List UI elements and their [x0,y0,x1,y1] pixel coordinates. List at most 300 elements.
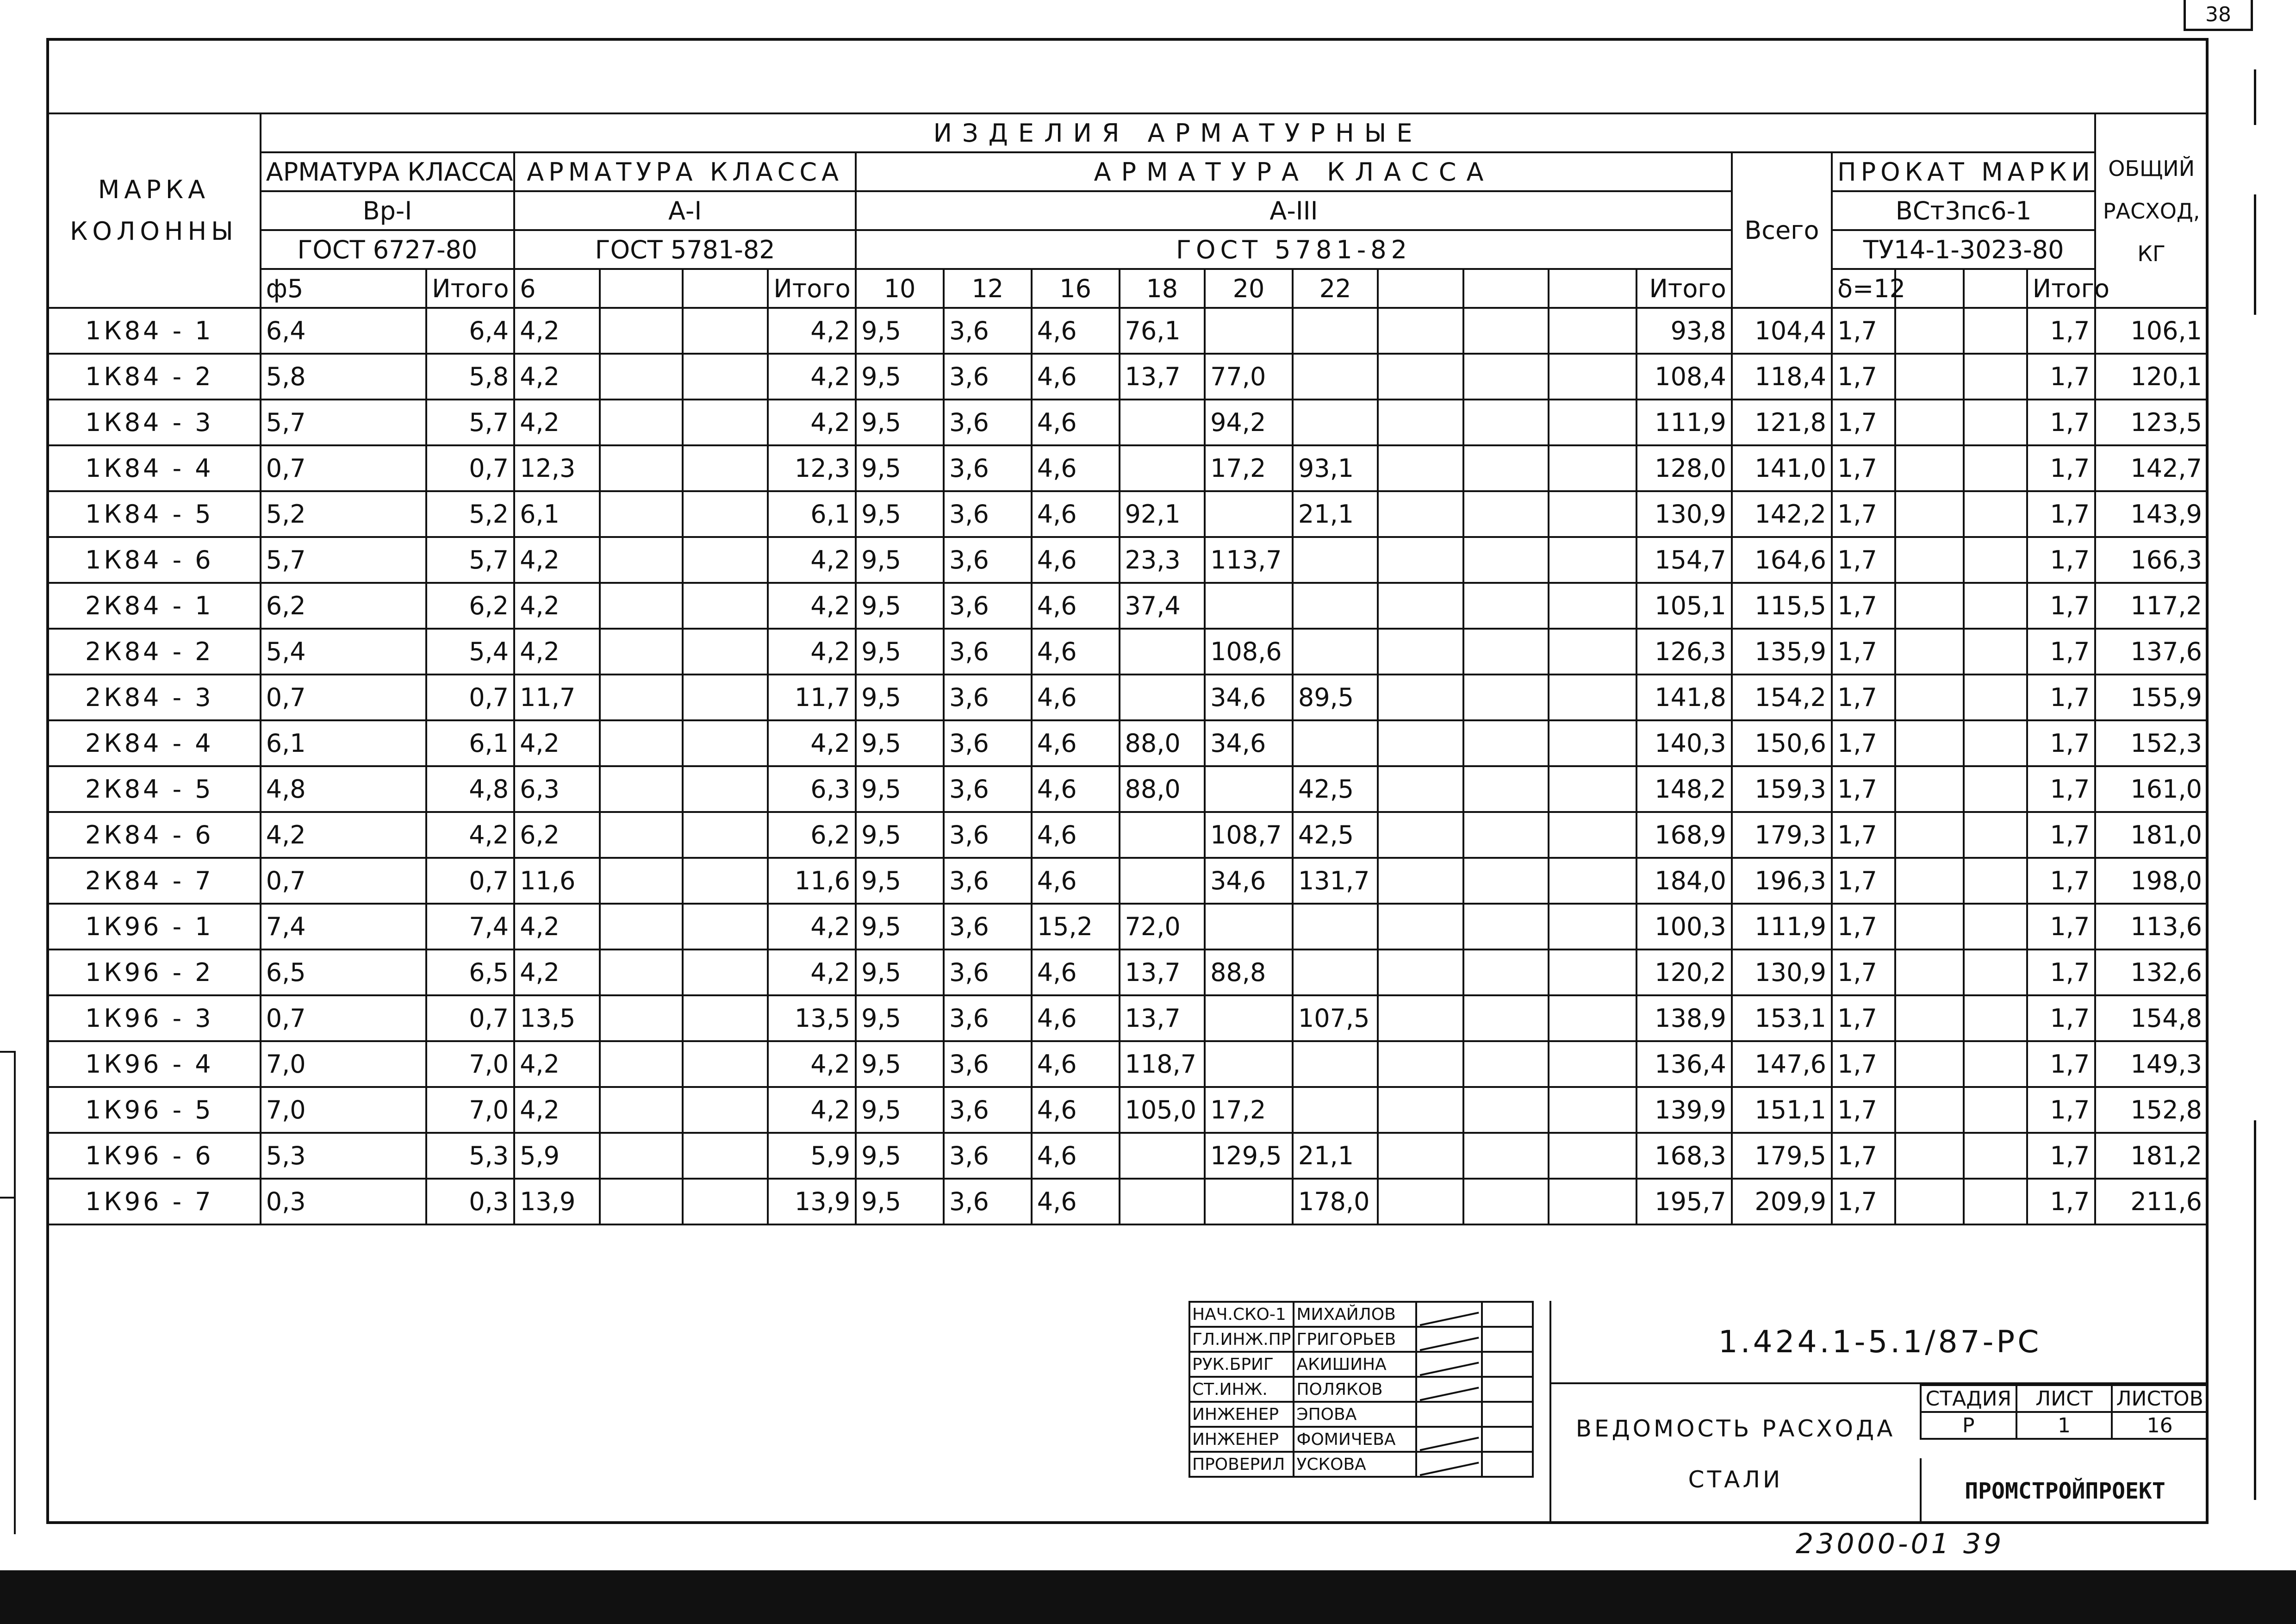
cell-d18: 13,7 [1120,949,1205,995]
handwritten-signature [1419,1309,1479,1326]
cell-vsego: 153,1 [1732,995,1832,1041]
cell-pr12: 1,7 [1832,583,1895,629]
cell-bp-tot: 6,2 [426,583,514,629]
cell-d12: 3,6 [944,904,1032,949]
table-row [47,812,2208,858]
cell-bp5: 4,2 [261,812,427,858]
cell-empty [600,1087,683,1133]
cell-vsego: 154,2 [1732,675,1832,720]
cell-empty [1895,491,1964,537]
cell-empty [600,949,683,995]
vsego-header: Всего [1732,152,1832,308]
cell-bp-tot: 5,8 [426,354,514,400]
cell-d22: 107,5 [1293,995,1378,1041]
cell-total: 154,8 [2095,995,2208,1041]
cell-empty [1895,1041,1964,1087]
cell-a6: 6,3 [514,766,600,812]
cell-pr-tot: 1,7 [2027,354,2096,400]
cell-d16: 4,6 [1032,491,1120,537]
cell-empty [1378,491,1463,537]
cell-a6: 6,2 [514,812,600,858]
cell-a6: 11,7 [514,675,600,720]
cell-empty [1463,445,1549,491]
cell-a6: 4,2 [514,1041,600,1087]
cell-empty [1895,766,1964,812]
cell-empty [600,812,683,858]
cell-empty [1895,949,1964,995]
cell-bp5: 5,4 [261,629,427,675]
signature-mark [1416,1352,1482,1377]
cell-d20 [1205,766,1293,812]
cell-a1-tot: 13,5 [768,995,856,1041]
cell-mark: 1К84 - 1 [47,308,261,354]
cell-empty [1378,1087,1463,1133]
cell-a6: 4,2 [514,308,600,354]
cell-d20: 94,2 [1205,400,1293,445]
bp1-gost: ГОСТ 6727-80 [261,230,514,269]
cell-empty [1549,1133,1636,1179]
cell-a6: 4,2 [514,583,600,629]
cell-d12: 3,6 [944,1133,1032,1179]
cell-d10: 9,5 [856,995,944,1041]
left-margin-stamp [0,1051,16,1534]
cell-pr-tot: 1,7 [2027,583,2096,629]
cell-empty [683,1179,768,1224]
cell-empty [1964,354,2027,400]
cell-bp5: 7,0 [261,1041,427,1087]
cell-empty [683,675,768,720]
cell-d20 [1205,583,1293,629]
cell-a1-tot: 6,3 [768,766,856,812]
cell-pr12: 1,7 [1832,1179,1895,1224]
cell-bp-tot: 0,3 [426,1179,514,1224]
cell-d12: 3,6 [944,949,1032,995]
cell-d16: 4,6 [1032,629,1120,675]
cell-a1-tot: 5,9 [768,1133,856,1179]
cell-mark: 1К84 - 5 [47,491,261,537]
cell-empty [683,720,768,766]
cell-empty [1895,537,1964,583]
cell-pr-tot: 1,7 [2027,720,2096,766]
signer-role: НАЧ.СКО-1 [1189,1302,1294,1327]
cell-empty [1549,812,1636,858]
prokat-size-12: δ=12 [1832,269,1895,308]
signature-date [1482,1402,1533,1427]
cell-bp-tot: 7,0 [426,1087,514,1133]
handwritten-signature [1419,1459,1479,1476]
cell-d22 [1293,904,1378,949]
cell-total: 211,6 [2095,1179,2208,1224]
cell-empty [1463,1179,1549,1224]
cell-empty [1895,1087,1964,1133]
cell-d22: 178,0 [1293,1179,1378,1224]
cell-bp-tot: 4,8 [426,766,514,812]
cell-d16: 4,6 [1032,812,1120,858]
cell-d18 [1120,1179,1205,1224]
cell-empty [1895,308,1964,354]
cell-a3-tot: 138,9 [1636,995,1732,1041]
cell-empty [1463,995,1549,1041]
table-row [47,858,2208,904]
cell-mark: 1К84 - 3 [47,400,261,445]
cell-empty [600,491,683,537]
cell-empty [1549,445,1636,491]
cell-bp-tot: 4,2 [426,812,514,858]
cell-empty [1463,1087,1549,1133]
cell-a6: 6,1 [514,491,600,537]
cell-d18: 76,1 [1120,308,1205,354]
cell-empty [1463,1041,1549,1087]
cell-a1-tot: 13,9 [768,1179,856,1224]
cell-vsego: 142,2 [1732,491,1832,537]
cell-total: 161,0 [2095,766,2208,812]
cell-a6: 4,2 [514,720,600,766]
cell-empty [1463,400,1549,445]
sheet-label: ЛИСТ [2016,1385,2112,1412]
document-title [1549,1384,1920,1524]
cell-empty [683,1087,768,1133]
a3-gost: ГОСТ 5781-82 [856,230,1732,269]
cell-vsego: 164,6 [1732,537,1832,583]
cell-pr12: 1,7 [1832,400,1895,445]
sheet-value: 1 [2016,1412,2112,1439]
cell-empty [1378,537,1463,583]
cell-total: 198,0 [2095,858,2208,904]
cell-d18: 23,3 [1120,537,1205,583]
table-row [47,1041,2208,1087]
cell-empty [1378,1041,1463,1087]
signature-date [1482,1377,1533,1402]
cell-mark: 2К84 - 7 [47,858,261,904]
bottom-stamp-number: 23000-01 39 [1796,1528,2004,1560]
cell-a3-tot: 100,3 [1636,904,1732,949]
cell-pr-tot: 1,7 [2027,858,2096,904]
cell-empty [600,675,683,720]
cell-bp-tot: 5,4 [426,629,514,675]
signer-row [1189,1452,1533,1477]
cell-total: 152,3 [2095,720,2208,766]
cell-d12: 3,6 [944,354,1032,400]
cell-total: 137,6 [2095,629,2208,675]
a3-size-20: 20 [1205,269,1293,308]
cell-empty [1549,766,1636,812]
cell-pr-tot: 1,7 [2027,308,2096,354]
cell-d22: 42,5 [1293,812,1378,858]
cell-empty [1549,629,1636,675]
cell-mark: 1К96 - 5 [47,1087,261,1133]
cell-a3-tot: 128,0 [1636,445,1732,491]
cell-d18: 88,0 [1120,720,1205,766]
cell-empty [1549,1179,1636,1224]
table-row [47,720,2208,766]
cell-bp-tot: 7,0 [426,1041,514,1087]
cell-pr12: 1,7 [1832,629,1895,675]
cell-empty [1378,858,1463,904]
cell-a6: 13,9 [514,1179,600,1224]
signer-role: СТ.ИНЖ. [1189,1377,1294,1402]
signature-date [1482,1452,1533,1477]
cell-bp5: 0,3 [261,1179,427,1224]
cell-empty [683,995,768,1041]
cell-pr12: 1,7 [1832,812,1895,858]
cell-d18 [1120,858,1205,904]
cell-a3-tot: 120,2 [1636,949,1732,995]
cell-a3-tot: 168,3 [1636,1133,1732,1179]
cell-d20: 34,6 [1205,858,1293,904]
cell-a3-tot: 195,7 [1636,1179,1732,1224]
cell-d20: 17,2 [1205,445,1293,491]
cell-bp-tot: 5,3 [426,1133,514,1179]
signature-mark [1416,1427,1482,1452]
cell-d10: 9,5 [856,308,944,354]
cell-empty [683,583,768,629]
cell-mark: 1К96 - 3 [47,995,261,1041]
cell-total: 143,9 [2095,491,2208,537]
cell-empty [1549,858,1636,904]
cell-bp-tot: 5,7 [426,537,514,583]
cell-vsego: 135,9 [1732,629,1832,675]
cell-pr-tot: 1,7 [2027,1087,2096,1133]
cell-empty [600,995,683,1041]
cell-d10: 9,5 [856,491,944,537]
cell-empty [600,308,683,354]
cell-empty [1964,949,2027,995]
cell-d12: 3,6 [944,583,1032,629]
cell-d22: 42,5 [1293,766,1378,812]
table-row [47,537,2208,583]
cell-d16: 4,6 [1032,354,1120,400]
cell-d22 [1293,537,1378,583]
cell-total: 181,0 [2095,812,2208,858]
cell-empty [1964,1087,2027,1133]
cell-a6: 4,2 [514,537,600,583]
cell-empty [1964,629,2027,675]
signature-date [1482,1327,1533,1352]
cell-empty [1895,400,1964,445]
cell-empty [1378,583,1463,629]
cell-d16: 4,6 [1032,400,1120,445]
cell-d20: 34,6 [1205,675,1293,720]
cell-vsego: 147,6 [1732,1041,1832,1087]
cell-d16: 4,6 [1032,720,1120,766]
cell-a1-tot: 6,2 [768,812,856,858]
signer-role: ГЛ.ИНЖ.ПР [1189,1327,1294,1352]
cell-pr-tot: 1,7 [2027,629,2096,675]
cell-d16: 4,6 [1032,949,1120,995]
signer-row [1189,1427,1533,1452]
cell-empty [1463,904,1549,949]
table-row [47,995,2208,1041]
signature-mark [1416,1402,1482,1427]
prokat-total-header: Итого [2027,269,2096,308]
cell-empty [1463,491,1549,537]
cell-a6: 4,2 [514,354,600,400]
cell-empty [1895,629,1964,675]
cell-pr12: 1,7 [1832,766,1895,812]
cell-total: 113,6 [2095,904,2208,949]
sheets-value: 16 [2112,1412,2208,1439]
cell-empty [683,766,768,812]
cell-empty [600,1179,683,1224]
cell-bp5: 0,7 [261,858,427,904]
cell-mark: 2К84 - 4 [47,720,261,766]
cell-vsego: 196,3 [1732,858,1832,904]
signer-name: АКИШИНА [1294,1352,1416,1377]
cell-empty [1378,308,1463,354]
cell-empty [1895,812,1964,858]
cell-a6: 4,2 [514,400,600,445]
group-title: ИЗДЕЛИЯ АРМАТУРНЫЕ [261,113,2096,152]
cell-vsego: 179,3 [1732,812,1832,858]
cell-d22 [1293,1041,1378,1087]
cell-total: 149,3 [2095,1041,2208,1087]
cell-empty [683,904,768,949]
cell-pr-tot: 1,7 [2027,445,2096,491]
cell-bp-tot: 6,4 [426,308,514,354]
cell-empty [600,766,683,812]
cell-d22: 93,1 [1293,445,1378,491]
cell-mark: 1К84 - 6 [47,537,261,583]
cell-d18: 37,4 [1120,583,1205,629]
cell-d10: 9,5 [856,583,944,629]
signer-role: ИНЖЕНЕР [1189,1427,1294,1452]
signer-name: ГРИГОРЬЕВ [1294,1327,1416,1352]
right-margin-mark [2254,194,2256,315]
cell-a3-tot: 108,4 [1636,354,1732,400]
cell-vsego: 179,5 [1732,1133,1832,1179]
right-margin-mark [2254,69,2256,125]
cell-bp-tot: 6,1 [426,720,514,766]
cell-pr-tot: 1,7 [2027,949,2096,995]
cell-empty [683,537,768,583]
cell-d18 [1120,675,1205,720]
handwritten-signature [1419,1384,1479,1401]
a1-empty [600,269,683,308]
cell-empty [1895,675,1964,720]
cell-d10: 9,5 [856,766,944,812]
cell-a1-tot: 6,1 [768,491,856,537]
cell-d10: 9,5 [856,445,944,491]
cell-empty [1378,766,1463,812]
cell-a6: 4,2 [514,1087,600,1133]
cell-empty [1463,720,1549,766]
cell-d18: 105,0 [1120,1087,1205,1133]
cell-empty [683,629,768,675]
cell-mark: 1К96 - 7 [47,1179,261,1224]
table-row [47,1087,2208,1133]
cell-bp5: 7,0 [261,1087,427,1133]
cell-d16: 4,6 [1032,995,1120,1041]
table-row [47,583,2208,629]
cell-pr-tot: 1,7 [2027,537,2096,583]
cell-mark: 2К84 - 2 [47,629,261,675]
cell-d20 [1205,1179,1293,1224]
cell-d22 [1293,629,1378,675]
handwritten-signature [1419,1334,1479,1351]
cell-empty [1895,445,1964,491]
cell-vsego: 118,4 [1732,354,1832,400]
cell-a1-tot: 11,7 [768,675,856,720]
cell-d16: 15,2 [1032,904,1120,949]
cell-a6: 4,2 [514,904,600,949]
signature-date [1482,1352,1533,1377]
cell-empty [600,537,683,583]
cell-a6: 13,5 [514,995,600,1041]
signature-mark [1416,1452,1482,1477]
table-row [47,949,2208,995]
cell-empty [1549,949,1636,995]
cell-a1-tot: 4,2 [768,400,856,445]
cell-vsego: 104,4 [1732,308,1832,354]
cell-d12: 3,6 [944,537,1032,583]
cell-pr12: 1,7 [1832,1041,1895,1087]
cell-d16: 4,6 [1032,766,1120,812]
cell-bp-tot: 6,5 [426,949,514,995]
cell-a3-tot: 130,9 [1636,491,1732,537]
cell-a1-tot: 4,2 [768,308,856,354]
cell-total: 155,9 [2095,675,2208,720]
cell-empty [683,491,768,537]
cell-mark: 2К84 - 3 [47,675,261,720]
a3-empty [1549,269,1636,308]
cell-pr-tot: 1,7 [2027,995,2096,1041]
a3-size-10: 10 [856,269,944,308]
table-row [47,400,2208,445]
cell-total: 106,1 [2095,308,2208,354]
cell-a6: 4,2 [514,949,600,995]
cell-empty [1463,675,1549,720]
cell-empty [1378,629,1463,675]
table-row [47,675,2208,720]
signer-row [1189,1402,1533,1427]
cell-empty [1964,1133,2027,1179]
cell-empty [1378,445,1463,491]
cell-pr12: 1,7 [1832,675,1895,720]
cell-d12: 3,6 [944,400,1032,445]
cell-d20: 88,8 [1205,949,1293,995]
cell-d22 [1293,400,1378,445]
cell-pr12: 1,7 [1832,904,1895,949]
signature-mark [1416,1377,1482,1402]
prokat-empty [1895,269,1964,308]
cell-empty [683,354,768,400]
col-mark-header [47,113,261,308]
cell-pr-tot: 1,7 [2027,1133,2096,1179]
cell-mark: 1К96 - 6 [47,1133,261,1179]
cell-d20: 129,5 [1205,1133,1293,1179]
prokat-tu: ТУ14-1-3023-80 [1832,230,2095,269]
cell-a3-tot: 148,2 [1636,766,1732,812]
cell-pr12: 1,7 [1832,354,1895,400]
cell-pr12: 1,7 [1832,1133,1895,1179]
cell-d12: 3,6 [944,445,1032,491]
cell-d16: 4,6 [1032,1179,1120,1224]
cell-empty [1964,1179,2027,1224]
cell-d10: 9,5 [856,1133,944,1179]
document-title-line2: СТАЛИ [1688,1466,1783,1493]
cell-empty [1378,400,1463,445]
stage-sheet-table [1920,1384,2209,1440]
cell-a1-tot: 4,2 [768,629,856,675]
cell-empty [1549,537,1636,583]
cell-a3-tot: 154,7 [1636,537,1732,583]
cell-d22 [1293,720,1378,766]
cell-d22 [1293,1087,1378,1133]
table-row [47,904,2208,949]
cell-empty [1378,995,1463,1041]
signature-block [1188,1301,1534,1478]
cell-a6: 5,9 [514,1133,600,1179]
